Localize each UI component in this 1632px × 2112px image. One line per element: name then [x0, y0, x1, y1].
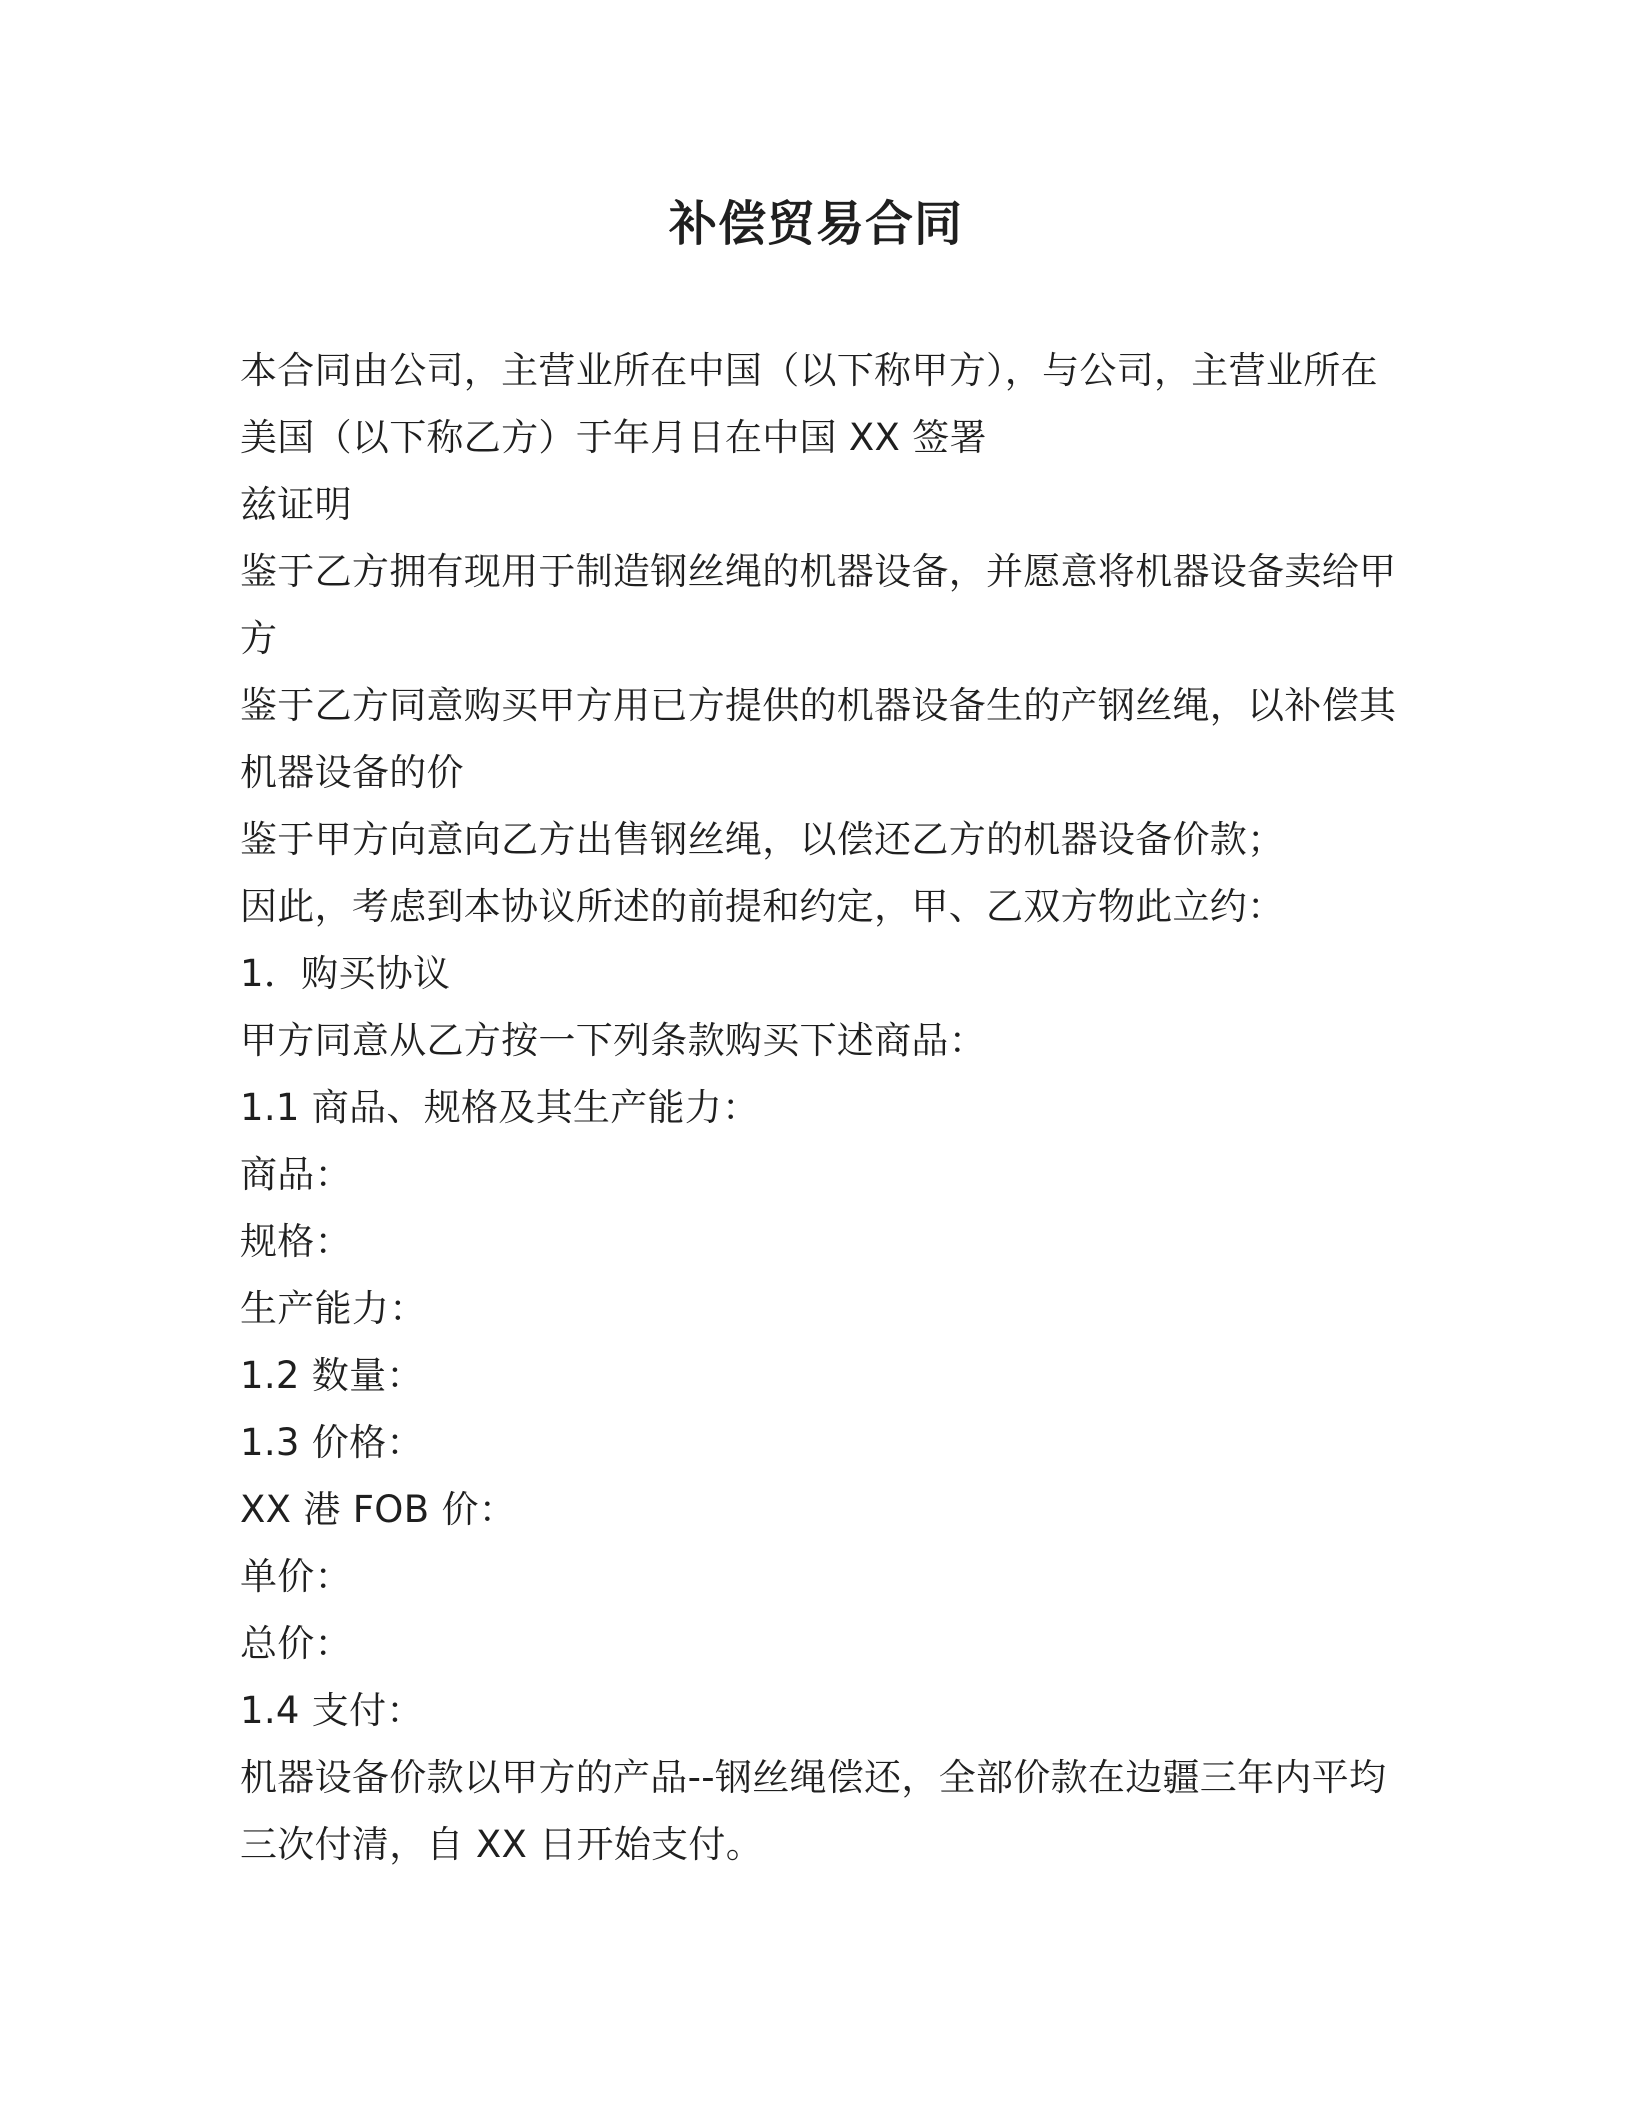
clause-1-3: 1.3 价格： — [240, 1421, 424, 1464]
paragraph-purchase-terms: 甲方同意从乙方按一下列条款购买下述商品： — [240, 1019, 986, 1062]
field-specification: 规格： — [240, 1220, 352, 1263]
document-title: 补偿贸易合同 — [668, 196, 963, 252]
paragraph-recital-3: 鉴于甲方向意向乙方出售钢丝绳，以偿还乙方的机器设备价款； — [240, 818, 1285, 861]
paragraph-recital-2: 鉴于乙方同意购买甲方用已方提供的机器设备生的产钢丝绳，以补偿其机器设备的价 — [240, 684, 1397, 794]
field-unit-price: 单价： — [240, 1555, 352, 1598]
clause-1-4: 1.4 支付： — [240, 1689, 424, 1732]
field-fob-price: XX 港 FOB 价： — [240, 1488, 517, 1531]
clause-1-2: 1.2 数量： — [240, 1354, 424, 1397]
clause-1-1: 1.1 商品、规格及其生产能力： — [240, 1086, 760, 1129]
paragraph-agreement-intro: 因此，考虑到本协议所述的前提和约定，甲、乙双方物此立约： — [240, 885, 1285, 928]
section-heading-purchase: 1．购买协议 — [240, 952, 451, 995]
document-body — [240, 337, 1400, 1878]
field-capacity: 生产能力： — [240, 1287, 427, 1330]
paragraph-recital-1: 鉴于乙方拥有现用于制造钢丝绳的机器设备，并愿意将机器设备卖给甲方 — [240, 550, 1397, 660]
paragraph-witness: 兹证明 — [240, 483, 352, 526]
field-total-price: 总价： — [240, 1622, 352, 1665]
field-goods: 商品： — [240, 1153, 352, 1196]
paragraph-parties: 本合同由公司，主营业所在中国（以下称甲方），与公司，主营业所在美国（以下称乙方）于年月日在中国 XX 签署 — [240, 349, 1378, 459]
paragraph-payment-terms: 机器设备价款以甲方的产品--钢丝绳偿还，全部价款在边疆三年内平均三次付清，自 XX 日开始支付。 — [240, 1756, 1387, 1866]
